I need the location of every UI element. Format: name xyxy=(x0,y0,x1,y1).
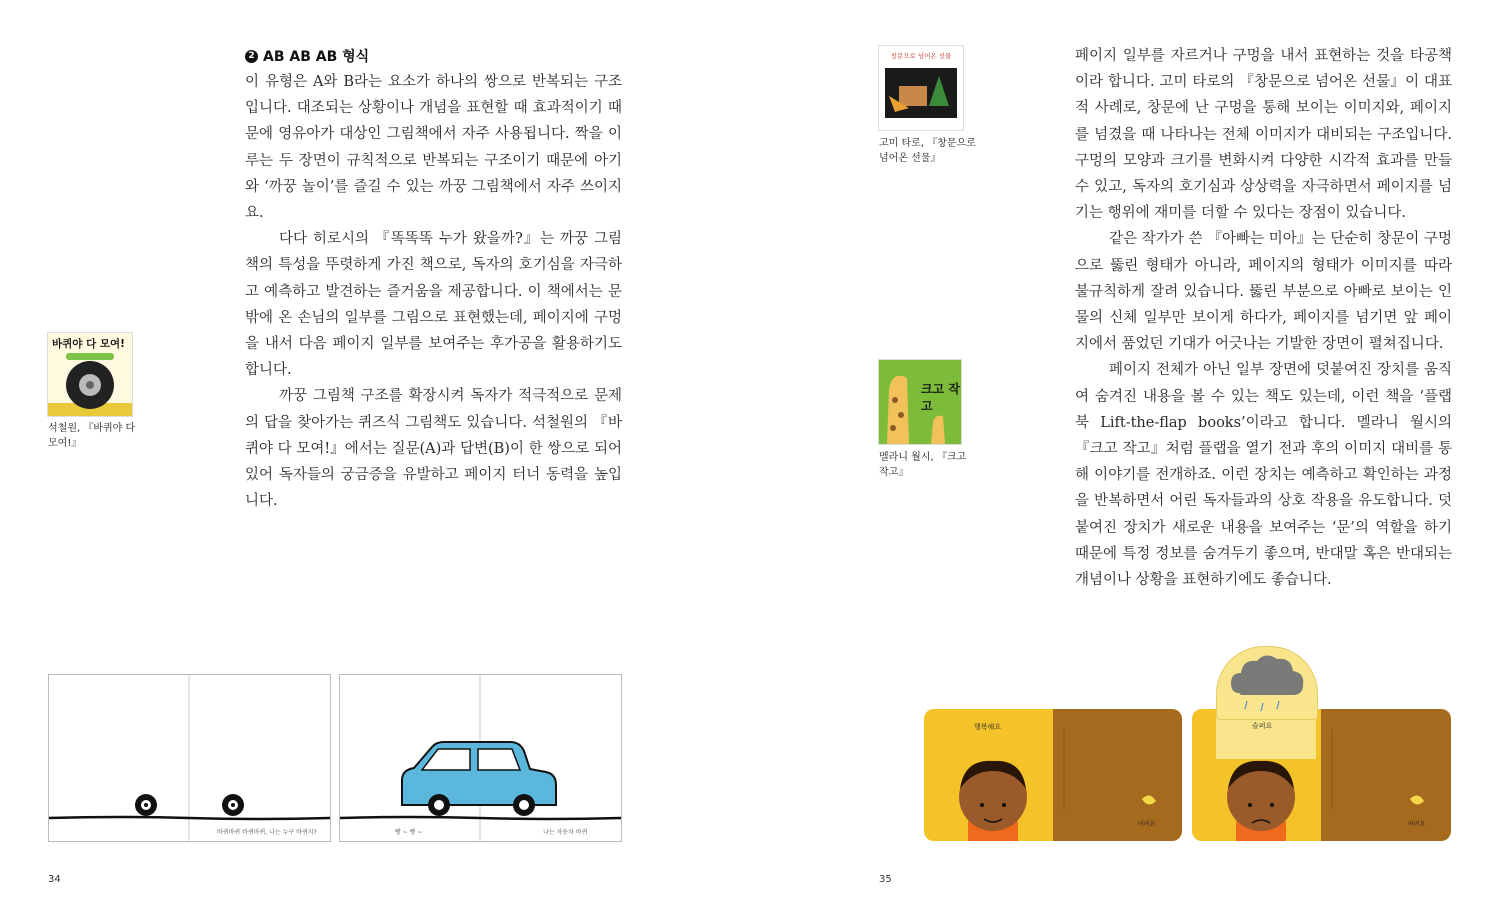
spread-car-answer xyxy=(339,674,622,842)
section-number-badge: 2 xyxy=(245,50,258,63)
right-page-number: 35 xyxy=(879,874,892,885)
left-page-number: 34 xyxy=(48,874,61,885)
cover1-title: 창문으로 넘어온 선물 xyxy=(890,52,952,60)
flap-spread-closed xyxy=(924,709,1182,841)
spread1-caption-text: 바퀴바퀴 바퀴바퀴, 나는 누구 바퀴지? xyxy=(217,829,317,836)
lifted-flap xyxy=(1216,646,1318,720)
spread2-right-text: 나는 자동차 바퀴 xyxy=(543,829,588,836)
right-body-text xyxy=(1075,43,1452,593)
left-paragraph-2: 다다 히로시의 『똑똑똑 누가 왔을까?』는 까꿍 그림책의 특성을 뚜렷하게 가진 책으로, 독자의 호기심을 자극하고 예측하고 발견하는 즐거움을 제공합니다. 이 책에서는 문 밖에 온 손님의 일부를 그림으로 표현했는데, 페이지에 구멍을 내서 다음 페이지 일부를 보여주는 후가공을 활용하기도 합니다. xyxy=(245,231,622,379)
spread2-left-text: 빵 ~ 빵 ~ xyxy=(395,829,423,836)
flap1-label: 행복해요 xyxy=(974,723,1002,731)
left-paragraph-3: 까꿍 그림책 구조를 확장시켜 독자가 적극적으로 문제의 답을 찾아가는 퀴즈식 그림책도 있습니다. 석철원의 『바퀴야 다 모여!』에서는 질문(A)과 답변(B)이 한 쌍으로 되어 있어 독자들의 궁금증을 유발하고 페이지 터너 동력을 높입니다. xyxy=(245,388,622,510)
caption-wheels: 석철원, 『바퀴야 다 모여!』 xyxy=(48,423,136,449)
flap2-label: 슬퍼요 xyxy=(1252,722,1273,730)
right-paragraph-2: 같은 작가가 쓴 『아빠는 미아』는 단순히 창문이 구멍으로 뚫린 형태가 아니라, 페이지의 형태가 이미지를 따라 불규칙하게 잘려 있습니다. 뚫린 부분으로 아빠로 보이는 인물의 신체 일부만 보이게 하다가, 페이지를 넘기면 앞 페이지에서 품었던 기대가 어긋나는 기발한 장면이 펼쳐집니다. xyxy=(1075,231,1452,353)
section-heading xyxy=(245,46,369,66)
caption-window-gift: 고미 타로, 『창문으로 넘어온 선물』 xyxy=(879,138,976,164)
section-title: AB AB AB 형식 xyxy=(263,49,370,65)
cover-title: 바퀴야 다 모여! xyxy=(52,338,125,350)
rain-cloud-icon xyxy=(1217,647,1317,719)
left-body-text xyxy=(245,69,622,514)
book-cover-window-gift xyxy=(879,46,963,130)
cover2-title: 크고 작고 xyxy=(921,382,960,413)
right-paragraph-3: 페이지 전체가 아닌 일부 장면에 덧붙여진 장치를 움직여 숨겨진 내용을 볼 수 있는 책도 있는데, 이런 책을 ‘플랩북 Lift-the-flap books’이라고 합니다. 멜라니 월시의 『크고 작고』처럼 플랩을 열기 전과 후의 이미지 대비를 통해 이야기를 전개하죠. 이런 장치는 예측하고 확인하는 과정을 반복하면서 어린 독자들과의 상호 작용을 유도합니다. 덧붙여진 장치가 새로운 내용을 보여주는 ‘문’의 역할을 하기 때문에 특정 정보를 숨겨두기 좋으며, 반대말 혹은 반대되는 개념이나 상황을 표현하기에도 좋습니다. xyxy=(1075,362,1452,589)
flap2-right-text: 어려요 xyxy=(1408,821,1426,828)
car-illustration xyxy=(340,675,621,841)
flap-spread-open xyxy=(1192,709,1451,841)
book-cover-wheels xyxy=(48,333,132,416)
flap1-right-text: 어려요 xyxy=(1138,821,1156,828)
caption-big-small: 멜라니 월시, 『크고 작고』 xyxy=(879,452,967,478)
book-cover-big-small xyxy=(879,360,961,444)
spread-wheel-question xyxy=(48,674,331,842)
left-paragraph-1: 이 유형은 A와 B라는 요소가 하나의 쌍으로 반복되는 구조입니다. 대조되는 상황이나 개념을 표현할 때 효과적이기 때문에 영유아가 대상인 그림책에서 자주 사용됩니다. 짝을 이루는 두 장면이 규칙적으로 반복되는 구조이기 때문에 아기와 ‘까꿍 놀이’를 즐길 수 있는 까꿍 그림책에서 자주 쓰이지요. xyxy=(245,74,622,222)
right-paragraph-1: 페이지 일부를 자르거나 구멍을 내서 표현하는 것을 타공책이라 합니다. 고미 타로의 『창문으로 넘어온 선물』이 대표적 사례로, 창문에 난 구멍을 통해 보이는 이미지와, 페이지를 넘겼을 때 나타나는 전체 이미지가 대비되는 구조입니다. 구멍의 모양과 크기를 변화시켜 다양한 시각적 효과를 만들 수 있고, 독자의 호기심과 상상력을 자극하면서 페이지를 넘기는 행위에 재미를 더할 수 있다는 장점이 있습니다. xyxy=(1075,48,1452,222)
wheels-illustration xyxy=(49,675,330,841)
